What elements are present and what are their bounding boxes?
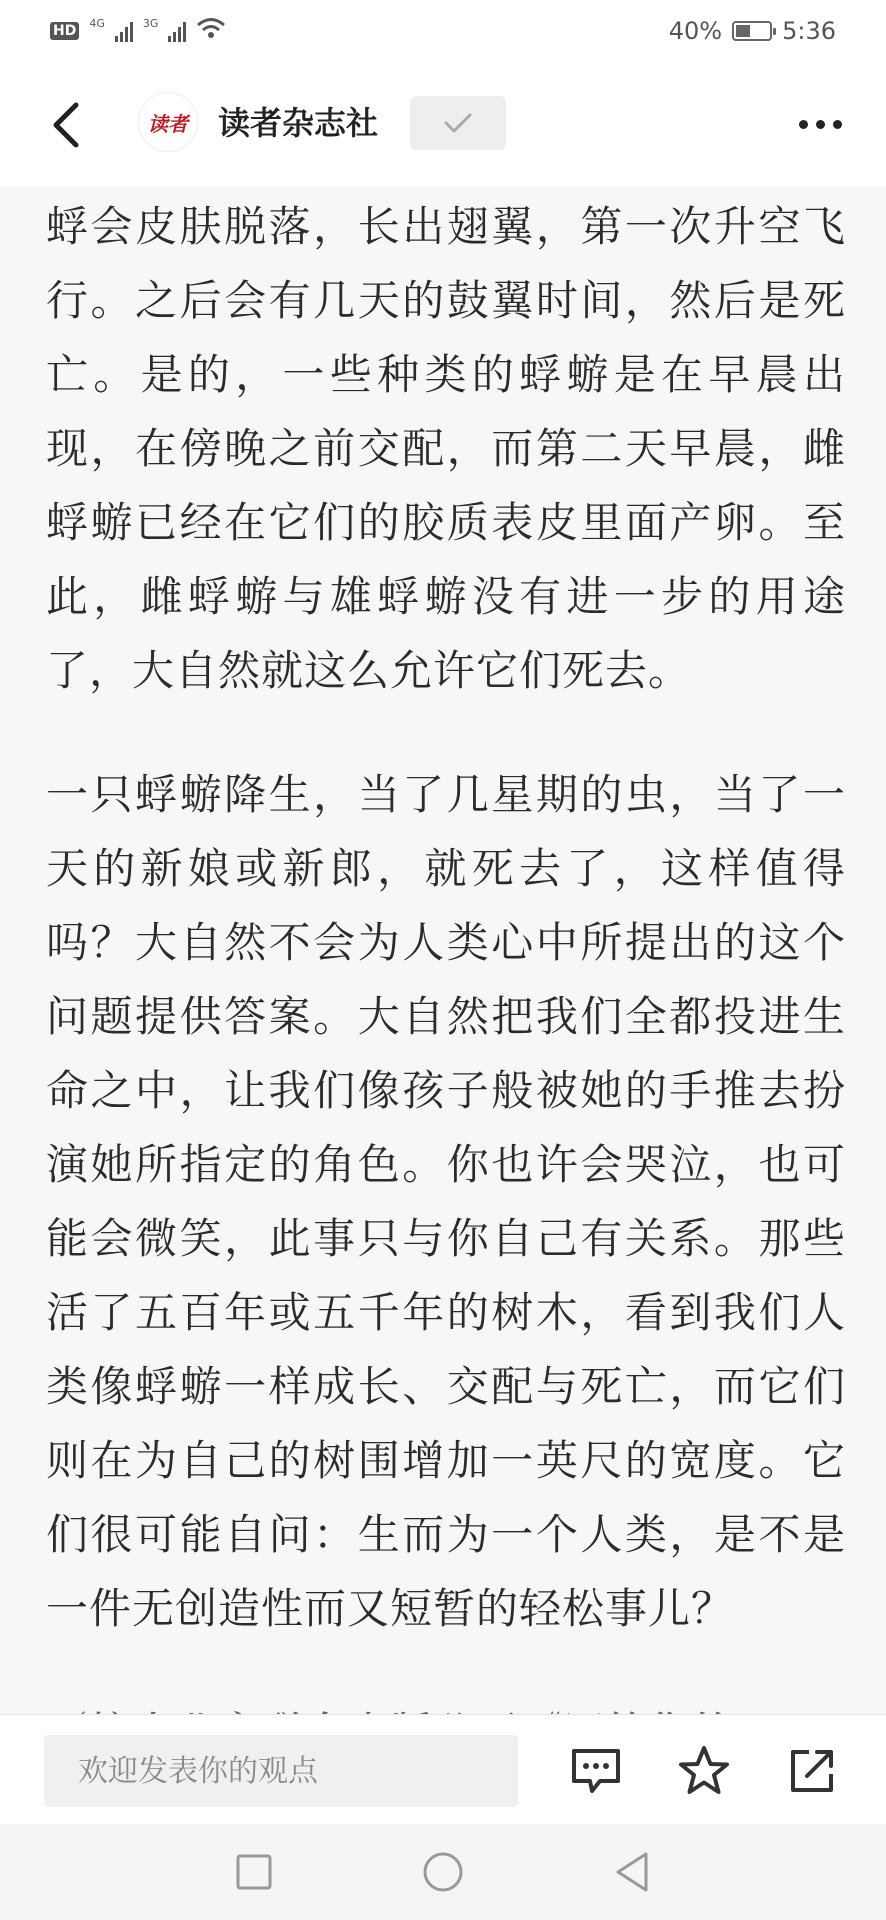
- more-icon: [799, 120, 808, 129]
- more-button[interactable]: [790, 106, 850, 142]
- battery-icon: [732, 21, 772, 41]
- network-type-1: 4G: [89, 16, 105, 30]
- battery-percent: 40%: [668, 17, 723, 45]
- article-body: [46, 190, 846, 1726]
- home-icon: [421, 1850, 465, 1894]
- wifi-icon: [196, 16, 226, 46]
- share-button[interactable]: [782, 1741, 842, 1801]
- bottom-action-bar: [0, 1714, 886, 1824]
- signal-icon: [115, 20, 133, 42]
- follow-button[interactable]: [410, 96, 506, 150]
- comment-icon: [570, 1747, 622, 1795]
- comment-button[interactable]: [566, 1741, 626, 1801]
- back-button[interactable]: [40, 100, 90, 150]
- status-left: [50, 16, 226, 46]
- article-paragraph: 一只蜉蝣降生，当了几星期的虫，当了一天的新娘或新郎，就死去了，这样值得吗？大自然不会为人类心中所提出的这个问题提供答案。大自然把我们全都投进生命之中，让我们像孩子般被她的手推去扮演她所指定的角色。你也许会哭泣，也可能会微笑，此事只与你自己有关系。那些活了五百年或五千年的树木，看到我们人类像蜉蝣一样成长、交配与死亡，而它们则在为自己的树围增加一英尺的宽度。它们很可能自问：生而为一个人类，是不是一件无创造性而又短暂的轻松事儿？: [46, 770, 846, 1633]
- status-right: [669, 17, 836, 45]
- back-triangle-icon: [612, 1850, 652, 1894]
- status-bar: [0, 0, 886, 62]
- share-icon: [787, 1746, 837, 1796]
- back-icon: [50, 102, 80, 148]
- account-name[interactable]: 读者杂志社: [218, 104, 379, 142]
- signal-icon: [168, 20, 186, 42]
- article-header: [0, 62, 886, 186]
- recent-apps-button[interactable]: [230, 1848, 278, 1896]
- hd-badge: HD: [50, 22, 79, 40]
- home-button[interactable]: [419, 1848, 467, 1896]
- system-nav-bar: [0, 1824, 886, 1920]
- clock: 5:36: [782, 17, 836, 45]
- article-paragraph: 蜉会皮肤脱落，长出翅翼，第一次升空飞行。之后会有几天的鼓翼时间，然后是死亡。是的，一些种类的蜉蝣是在早晨出现，在傍晚之前交配，而第二天早晨，雌蜉蝣已经在它们的胶质表皮里面产卵。至此，雌蜉蝣与雄蜉蝣没有进一步的用途了，大自然就这么允许它们死去。: [46, 202, 846, 695]
- nav-back-button[interactable]: [608, 1848, 656, 1896]
- favorite-button[interactable]: [674, 1741, 734, 1801]
- comment-input[interactable]: [44, 1735, 518, 1807]
- account-avatar[interactable]: 读者: [138, 92, 198, 152]
- check-icon: [443, 112, 473, 134]
- star-icon: [677, 1745, 731, 1797]
- network-type-2: 3G: [142, 16, 159, 30]
- recent-apps-icon: [234, 1852, 274, 1892]
